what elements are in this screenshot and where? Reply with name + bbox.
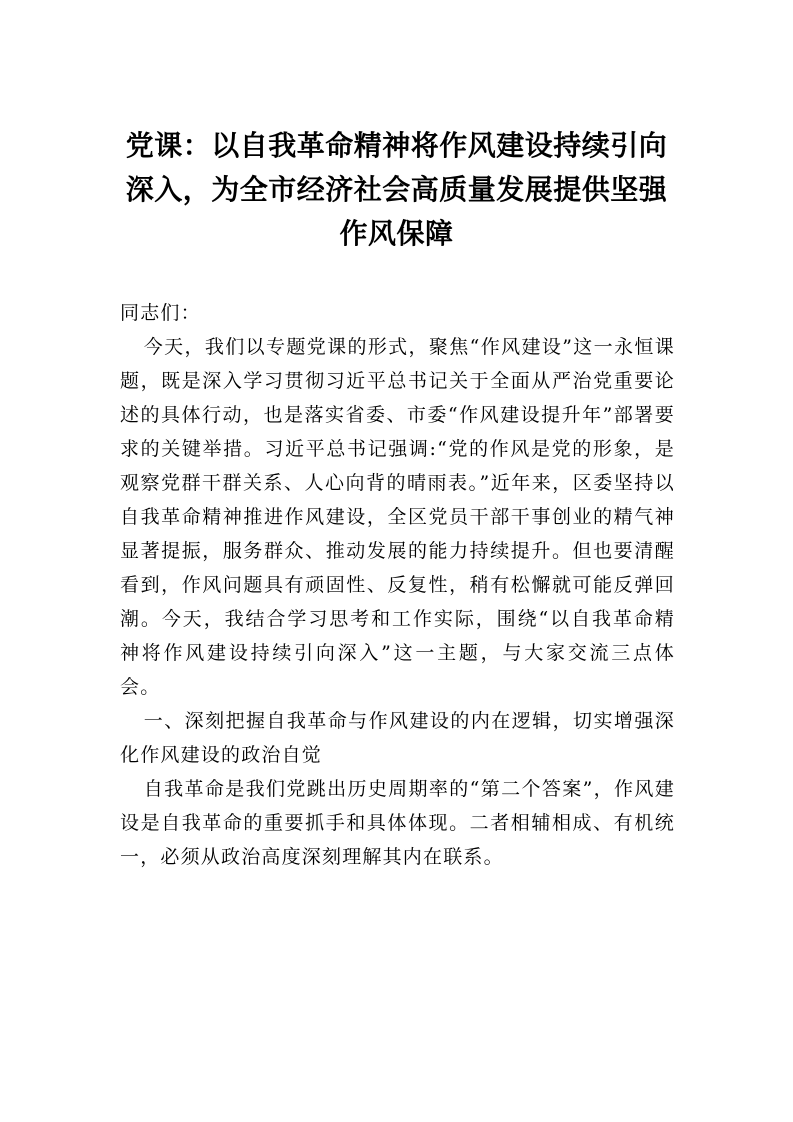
document-body <box>120 296 675 874</box>
paragraph-section-1: 自我革命是我们党跳出历史周期率的“第二个答案”，作风建设是自我革命的重要抓手和具体体现。二者相辅相成、有机统一，必须从政治高度深刻理解其内在联系。 <box>120 778 675 868</box>
document-title: 党课：以自我革命精神将作风建设持续引向深入，为全市经济社会高质量发展提供坚强作风保障 <box>125 129 668 250</box>
section-heading-1: 一、深刻把握自我革命与作风建设的内在逻辑，切实增强深化作风建设的政治自觉 <box>120 710 675 766</box>
paragraph-intro: 今天，我们以专题党课的形式，聚焦“作风建设”这一永恒课题，既是深入学习贯彻习近平总书记关于全面从严治党重要论述的具体行动，也是落实省委、市委“作风建设提升年”部署要求的关键举措。习近平总书记强调:“党的作风是党的形象，是观察党群干群关系、人心向背的晴雨表。”近年来，区委坚持以自我革命精神推进作风建设，全区党员干部干事创业的精气神显著提振，服务群众、推动发展的能力持续提升。但也要清醒看到，作风问题具有顽固性、反复性，稍有松懈就可能反弹回潮。今天，我结合学习思考和工作实际，围绕“以自我革命精神将作风建设持续引向深入”这一主题，与大家交流三点体会。 <box>120 336 675 698</box>
salutation: 同志们： <box>120 302 201 324</box>
